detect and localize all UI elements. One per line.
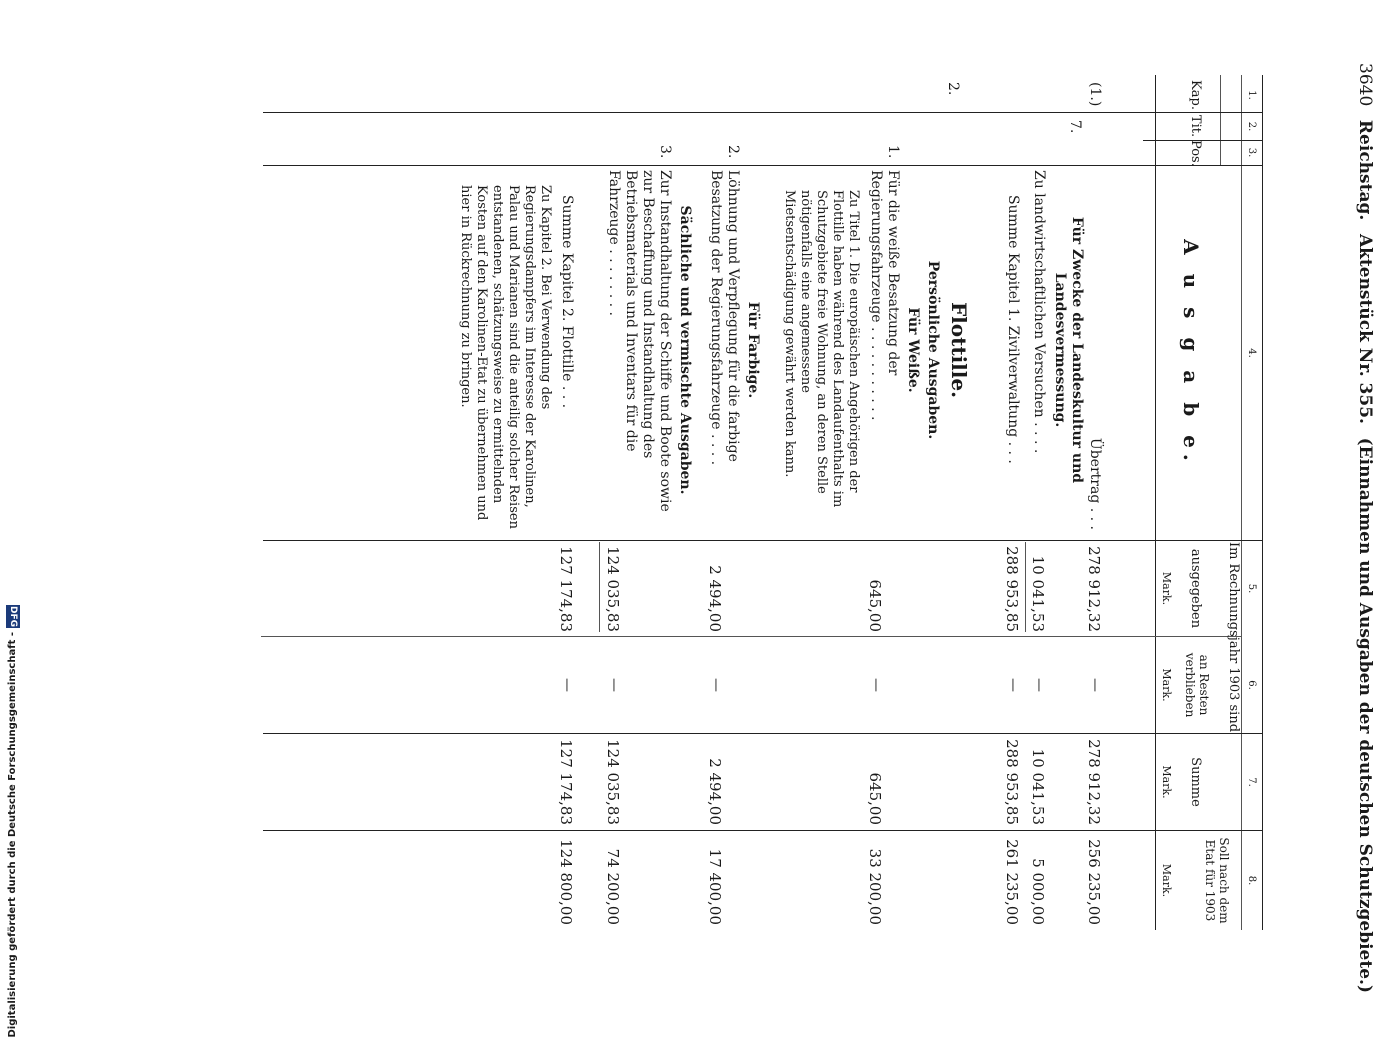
kapitel1-soll: 261 235,00 xyxy=(1003,839,1021,925)
col-label-ausgabe: A u s g a b e. xyxy=(1179,239,1203,467)
tit-number-7: 7. xyxy=(1067,120,1083,134)
landeskultur-summe: 10 041,53 xyxy=(1029,748,1047,825)
kapitel2-rule xyxy=(599,542,600,632)
colnum-1: 1. xyxy=(1246,90,1257,100)
header-subject: (Einnahmen und Ausgaben der deutschen Schutzgebiete.) xyxy=(1355,437,1375,993)
weisse-label: Für die weiße Besatzung der Regierungsfahrzeuge . . . . . . . . . . . xyxy=(868,170,901,421)
farbige-reste: — xyxy=(708,678,724,692)
landeskultur-heading: Für Zwecke der Landeskultur und Landesvermessung. xyxy=(1052,216,1085,484)
colnum-2: 2. xyxy=(1246,121,1257,132)
uebertrag-summe: 278 912,32 xyxy=(1085,739,1103,825)
page-number: 3640 xyxy=(1355,63,1375,107)
col6-sep xyxy=(263,733,1263,734)
mark-label-6: Mark. xyxy=(1160,668,1173,702)
weisse-note: Zu Titel 1. Die europäischen Angehörigen der Flottille haben während des Landaufenthalts im Schutzgebiete freie Wohnung, an deren Stelle nötigenfalls eine angemessene Mietsentschädigung gewährt werden kann. xyxy=(782,190,861,508)
col-label-tit: Tit. xyxy=(1188,114,1203,138)
kapitel1-label: Summe Kapitel 1. Zivilverwaltung . . . xyxy=(1005,195,1021,464)
column-number-rule xyxy=(1241,75,1242,930)
flottille-heading: Flottille. xyxy=(947,301,971,399)
fuer-weisse-heading: Für Weiße. xyxy=(905,307,921,393)
landeskultur-soll: 5 000,00 xyxy=(1029,858,1047,925)
weisse-summe: 645,00 xyxy=(866,772,884,825)
header-bottom-rule xyxy=(1155,75,1156,930)
col3-sep xyxy=(263,165,1263,166)
col-label-pos: Pos. xyxy=(1188,140,1203,167)
instandhaltung-label: Zur Instandhaltung der Schiffe und Boote sowie zur Beschaffung und Instandhaltung des Betriebsmaterials und Inventars für die Fahrzeuge . . . . . . . . xyxy=(606,170,673,512)
uebertrag-label: Übertrag . . . xyxy=(1087,437,1103,530)
colnum-7: 7. xyxy=(1246,777,1257,787)
landeskultur-ausgegeben: 10 041,53 xyxy=(1029,555,1047,632)
colnum-5: 5. xyxy=(1246,583,1257,594)
kapitel2-note: Zu Kapitel 2. Bei Verwendung des Regierungsdampfers im Interesse der Karolinen, Palau und Marianen sind die anteilig solcher Reisen entstandenen, schätzungsweise zu ermittelnden Kosten auf den Karolinen-Etat zu übernehmen und hier in Rückrechnung zu bringen. xyxy=(458,185,553,529)
uebertrag-ausgegeben: 278 912,32 xyxy=(1085,546,1103,632)
col2-sep xyxy=(1143,140,1263,141)
digitization-text: Digitalisierung gefördert durch die Deutsche Forschungsgemeinschaft - xyxy=(7,632,19,1038)
landeskultur-reste: — xyxy=(1031,678,1047,692)
colnum-8: 8. xyxy=(1246,875,1257,886)
colnum-4: 4. xyxy=(1246,348,1257,358)
col-label-summe: Summe xyxy=(1188,757,1203,807)
instandhaltung-soll: 74 200,00 xyxy=(604,848,622,925)
instandhaltung-ausgegeben: 124 035,83 xyxy=(604,546,622,632)
col-label-soll: Soll nach dem Etat für 1903 xyxy=(1203,837,1231,924)
farbige-summe: 2 494,00 xyxy=(706,758,724,825)
colnum-3: 3. xyxy=(1246,147,1257,158)
persoenliche-heading: Persönliche Ausgaben. xyxy=(925,260,941,440)
tit-number-3: 3. xyxy=(657,145,673,159)
instandhaltung-summe: 124 035,83 xyxy=(604,739,622,825)
col123-sub-rule xyxy=(1220,75,1221,165)
col-label-ausgegeben: ausgegeben xyxy=(1188,548,1203,629)
farbige-label: Löhnung und Verpflegung für die farbige Besatzung der Regierungsfahrzeuge . . . . xyxy=(708,170,741,466)
mark-label-7: Mark. xyxy=(1160,765,1173,799)
col1-sep xyxy=(263,112,1263,113)
kap-number-2: 2. xyxy=(945,82,961,96)
mark-label-8: Mark. xyxy=(1160,863,1173,898)
tit-number-2: 2. xyxy=(725,145,741,159)
instandhaltung-reste: — xyxy=(606,678,622,692)
kapitel1-rule xyxy=(1025,542,1026,632)
header-source: Reichstag. xyxy=(1355,119,1375,221)
kapitel2-summe: 127 174,83 xyxy=(557,739,575,825)
kapitel1-reste: — xyxy=(1005,678,1021,692)
col7-sep xyxy=(263,830,1263,831)
kap-number-1: (1.) xyxy=(1087,82,1103,107)
uebertrag-reste: — xyxy=(1087,678,1103,692)
col-label-kap: Kap. xyxy=(1188,80,1203,110)
fuer-farbige-heading: Für Farbige. xyxy=(745,301,761,399)
weisse-soll: 33 200,00 xyxy=(866,848,884,925)
running-header xyxy=(1355,63,1375,993)
kapitel1-ausgegeben: 288 953,85 xyxy=(1003,546,1021,632)
weisse-ausgegeben: 645,00 xyxy=(866,579,884,632)
dfg-logo: DFG xyxy=(8,606,18,628)
table-top-rule xyxy=(1262,75,1263,930)
col4-sep xyxy=(263,540,1263,541)
kapitel2-ausgegeben: 127 174,83 xyxy=(557,546,575,632)
digitization-footer xyxy=(5,605,21,1038)
kapitel1-summe: 288 953,85 xyxy=(1003,739,1021,825)
farbige-ausgegeben: 2 494,00 xyxy=(706,565,724,632)
col-label-rechnungsjahr: Im Rechnungsjahr 1903 sind xyxy=(1226,541,1241,733)
farbige-soll: 17 400,00 xyxy=(706,848,724,925)
tit-number-1: 1. xyxy=(885,145,901,159)
landeskultur-label: Zu landwirtschaftlichen Versuchen . . . . xyxy=(1031,170,1047,454)
saechliche-heading: Sächliche und vermischte Ausgaben. xyxy=(677,205,693,495)
col-label-reste: an Resten verblieben xyxy=(1183,652,1211,718)
uebertrag-soll: 256 235,00 xyxy=(1085,839,1103,925)
kapitel2-soll: 124 800,00 xyxy=(557,839,575,925)
kapitel2-reste: — xyxy=(559,678,575,692)
colnum-6: 6. xyxy=(1246,680,1257,690)
mark-label-5: Mark. xyxy=(1160,571,1173,606)
header-document: Aktenstück Nr. 355. xyxy=(1355,233,1375,424)
weisse-reste: — xyxy=(868,678,884,692)
kapitel2-label: Summe Kapitel 2. Flottille . . . xyxy=(559,195,575,409)
